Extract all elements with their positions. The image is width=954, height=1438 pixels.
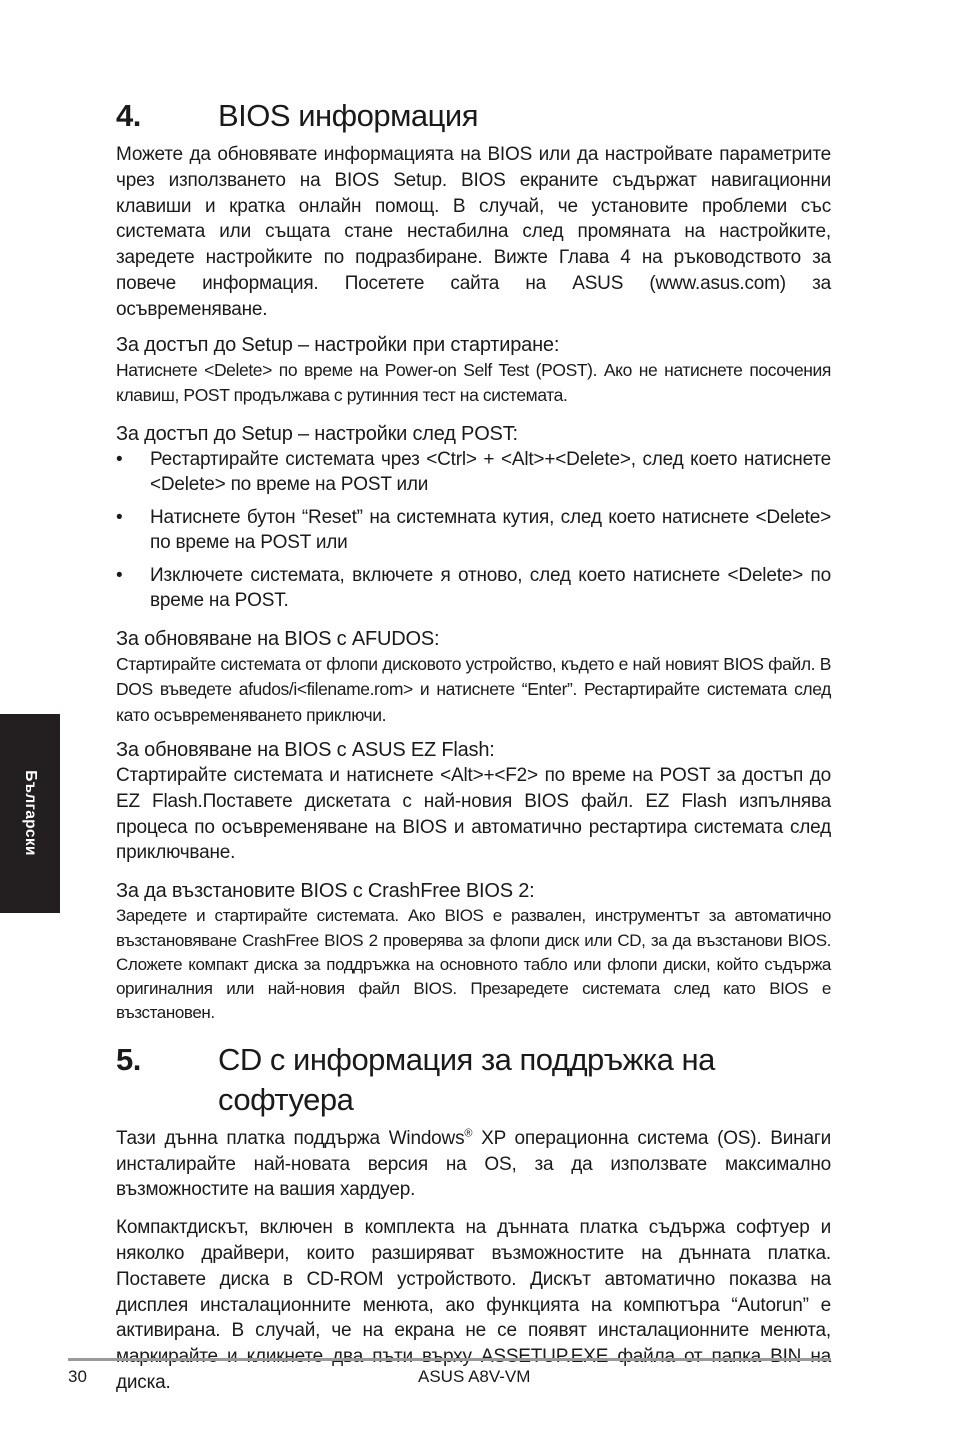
- list-item: • Натиснете бутон “Reset” на системната кутия, след което натиснете <Delete> по време на POST или: [116, 506, 831, 554]
- page-number: 30: [68, 1367, 87, 1386]
- support-cd-paragraph-1: Тази дънна платка поддържа Windows® XP операционна система (OS). Винаги инсталирайте най-новата версия на OS, за да използвате максимално възможностите на вашия хардуер.: [116, 1127, 831, 1201]
- crashfree-text: Заредете и стартирайте системата. Ако BIOS е развален, инструментът за автоматично възстановяване CrashFree BIOS 2 проверява за флопи диск или CD, за да възстанови BIOS. Сложете компакт диска за поддръжка на основното табло или флопи диски, който съдържа оригиналния или най-новия файл BIOS. Презаредете системата след като BIOS е възстановен.: [116, 906, 831, 1023]
- post-setup-heading: За достъп до Setup – настройки след POST:: [116, 422, 518, 445]
- footer-model: ASUS A8V-VM: [418, 1367, 531, 1386]
- section-4-heading: [116, 96, 831, 136]
- ezflash-heading: За обновяване на BIOS с ASUS EZ Flash:: [116, 739, 495, 762]
- list-item: • Рестартирайте системата чрез <Ctrl> + <Alt>+<Delete>, след което натиснете <Delete> по време на POST или: [116, 448, 831, 496]
- bullet-icon: •: [116, 564, 123, 586]
- afudos-heading: За обновяване на BIOS с AFUDOS:: [116, 627, 440, 650]
- section-5-heading: [116, 1040, 831, 1120]
- footer-divider: [68, 1358, 831, 1361]
- section-5-title: CD с информация за поддръжка на софтуера: [218, 1041, 715, 1117]
- bios-intro-paragraph: Можете да обновявате информацията на BIOS или да настройвате параметрите чрез използването на BIOS Setup. BIOS екраните съдържат навигационни клавиши и кратка онлайн помощ. В случай, че установите проблеми със системата или същата стане нестабилна след промяната на настройките, заредете настройките по подразбиране. Вижте Глава 4 на ръководството за повече информация. Посетете сайта на ASUS (www.asus.com) за осъвременяване.: [116, 144, 831, 320]
- bullet-icon: •: [116, 448, 123, 470]
- list-item: • Изключете системата, включете я отново, след което натиснете <Delete> по време на POST.: [116, 564, 831, 612]
- bullet-icon: •: [116, 506, 123, 528]
- startup-setup-heading: За достъп до Setup – настройки при стартиране:: [116, 333, 560, 356]
- startup-setup-text: Натиснете <Delete> по време на Power-on Self Test (POST). Ако не натиснете посочения клавиш, POST продължава с рутинния тест на системата.: [116, 359, 831, 406]
- afudos-text: Стартирайте системата от флопи дисковото устройство, където е най новият BIOS файл. В DOS въведете afudos/i<filename.rom> и натиснете “Enter”. Рестартирайте системата след като осъвременяването приключи.: [116, 653, 831, 725]
- registered-mark: ®: [464, 1127, 473, 1140]
- support-cd-paragraph-2: Компактдискът, включен в комплекта на дънната платка съдържа софтуер и няколко драйвери, които разширяват възможностите на дънната платка. Поставете диска в CD-ROM устройството. Дискът автоматично показва на дисплея инсталационните менюта, ако функцията на компютъра “Autorun” е активирана. В случай, че на екрана не се появят инсталационните менюта, маркирайте и кликнете два пъти върху ASSETUP.EXE файла от папка BIN на диска.: [116, 1217, 831, 1393]
- language-tab: [0, 714, 60, 913]
- post-setup-list: [116, 447, 831, 614]
- section-5-number: 5.: [116, 1041, 141, 1077]
- language-label: Български: [22, 770, 39, 856]
- page-content: [116, 96, 831, 1396]
- section-4-number: 4.: [116, 98, 141, 133]
- ezflash-text: Стартирайте системата и натиснете <Alt>+<F2> по време на POST за достъп до EZ Flash.Поставете дискетата с най-новия BIOS файл. EZ Flash изпълнява процеса по осъвременяване на BIOS и автоматично рестартира системата след приключване.: [116, 765, 831, 864]
- section-4-title: BIOS информация: [218, 98, 479, 133]
- crashfree-heading: За да възстановите BIOS с CrashFree BIOS 2:: [116, 880, 535, 903]
